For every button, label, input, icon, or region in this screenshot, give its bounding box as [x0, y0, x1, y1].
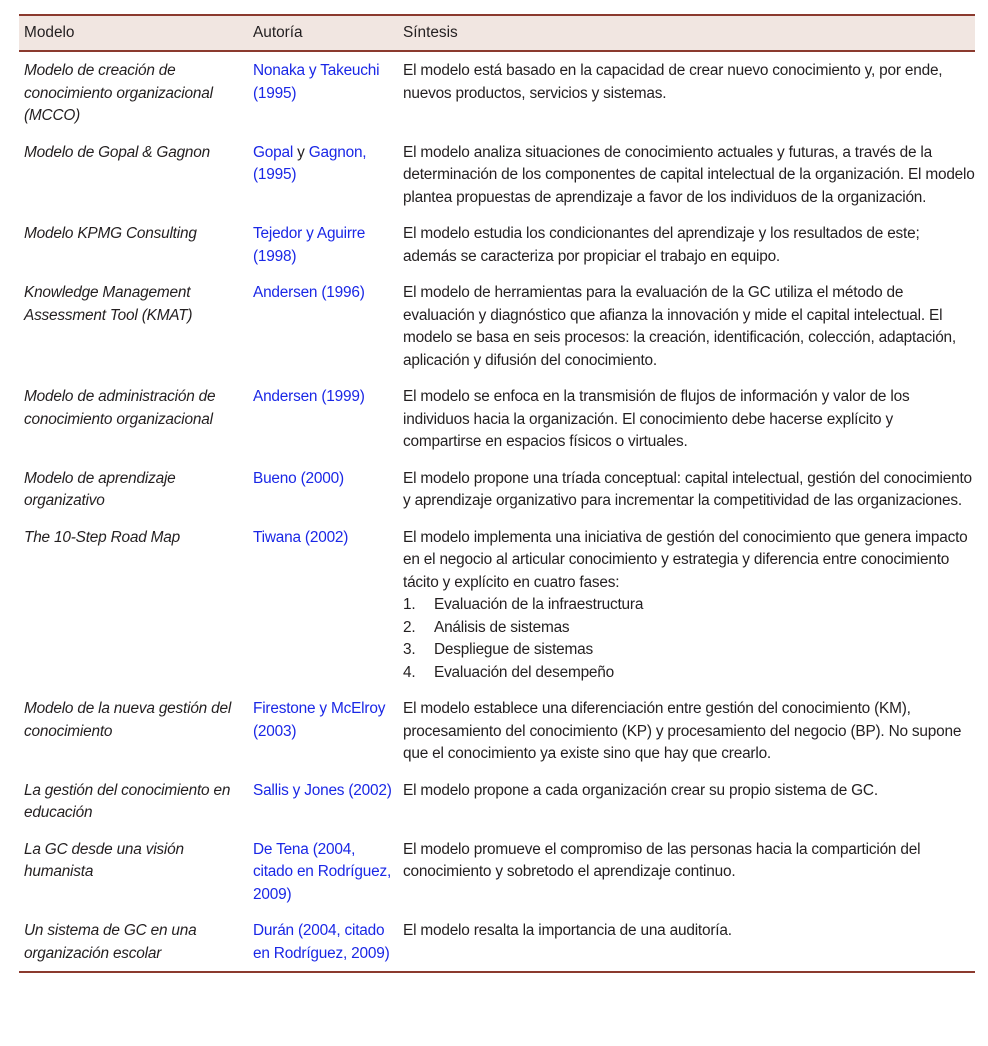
author-link[interactable]: Gopal — [253, 143, 294, 161]
table-row — [19, 378, 975, 460]
phase-item — [403, 617, 975, 640]
synthesis-cell: El modelo propone a cada organización crear su propio sistema de GC. — [403, 781, 878, 799]
phase-item — [403, 639, 975, 662]
author-year[interactable]: (1995) — [253, 166, 297, 183]
model-cell: Modelo de administración de conocimiento organizacional — [24, 388, 216, 428]
synthesis-text: El modelo implementa una iniciativa de gestión del conocimiento que genera impacto en el negocio al articular conocimiento y estrategia y diferencia entre conocimiento tácito y explícito en cuatro fases: — [403, 528, 968, 591]
table-row — [19, 519, 975, 691]
synthesis-cell — [398, 519, 975, 691]
table-row — [19, 460, 975, 519]
phases-list — [403, 594, 975, 684]
table-row — [19, 134, 975, 216]
synthesis-cell: El modelo promueve el compromiso de las personas hacia la compartición del conocimiento y sobretodo el aprendizaje continuo. — [403, 840, 921, 880]
table-row — [19, 772, 975, 831]
knowledge-management-models-table-container — [19, 14, 975, 973]
phase-text: Análisis de sistemas — [434, 618, 570, 636]
author-cell — [248, 134, 398, 216]
model-cell: La gestión del conocimiento en educación — [24, 781, 231, 821]
phase-number: 2. — [403, 618, 416, 636]
model-cell: Un sistema de GC en una organización escolar — [24, 922, 197, 962]
author-conjunction: y — [293, 143, 309, 161]
phase-item — [403, 594, 975, 617]
header-row — [19, 15, 975, 51]
author-link[interactable]: Nonaka y Takeuchi (1995) — [253, 62, 380, 102]
author-link[interactable]: Durán (2004, citado en Rodríguez, 2009) — [253, 922, 390, 962]
synthesis-cell: El modelo se enfoca en la transmisión de flujos de información y valor de los individuos hacia la organización. El conocimiento debe hacerse explícito y compartirse en espacios físicos o virtuales. — [403, 388, 910, 450]
author-link[interactable]: Tiwana (2002) — [253, 528, 349, 546]
knowledge-management-models-table — [19, 14, 975, 973]
table-row — [19, 51, 975, 134]
synthesis-cell: El modelo estudia los condicionantes del aprendizaje y los resultados de este; además se caracteriza por propiciar el trabajo en equipo. — [403, 225, 920, 265]
phase-text: Despliegue de sistemas — [434, 641, 593, 658]
phase-item — [403, 662, 975, 685]
model-cell: La GC desde una visión humanista — [24, 840, 184, 880]
table-row — [19, 690, 975, 772]
model-cell: Modelo de la nueva gestión del conocimiento — [24, 700, 232, 740]
model-cell: Modelo de creación de conocimiento organizacional (MCCO) — [24, 62, 213, 124]
phase-number: 4. — [403, 663, 416, 681]
header-author: Autoría — [253, 23, 303, 41]
model-cell: Modelo de Gopal & Gagnon — [24, 143, 211, 161]
table-row — [19, 274, 975, 378]
table-row — [19, 831, 975, 913]
author-link[interactable]: Firestone y McElroy (2003) — [253, 700, 386, 740]
synthesis-cell: El modelo de herramientas para la evaluación de la GC utiliza el método de evaluación y diagnóstico que afianza la innovación y mide el capital intelectual. El modelo se basa en seis procesos: la creación, identificación, colección, adaptación, aplicación y difusión del conocimiento. — [403, 284, 956, 369]
table-row — [19, 912, 975, 972]
header-model: Modelo — [24, 23, 75, 41]
header-synthesis: Síntesis — [403, 23, 458, 41]
model-cell: The 10-Step Road Map — [24, 528, 180, 546]
phase-number: 1. — [403, 596, 416, 613]
table-header — [19, 15, 975, 51]
synthesis-cell: El modelo analiza situaciones de conocimiento actuales y futuras, a través de la determinación de los componentes de capital intelectual de la organización. El modelo plantea propuestas de aprendizaje a favor de los individuos de la organización. — [403, 143, 975, 206]
phase-text: Evaluación de la infraestructura — [434, 596, 644, 613]
synthesis-cell: El modelo establece una diferenciación entre gestión del conocimiento (KM), procesamiento del conocimiento (KP) y procesamiento del negocio (BP). No supone que el conocimiento ya existe sino que hay que crearlo. — [403, 700, 962, 762]
synthesis-cell: El modelo propone una tríada conceptual: capital intelectual, gestión del conocimiento y aprendizaje organizativo para incrementar la competitividad de las organizaciones. — [403, 469, 972, 509]
synthesis-cell: El modelo resalta la importancia de una auditoría. — [403, 922, 732, 939]
model-cell: Modelo de aprendizaje organizativo — [24, 469, 176, 509]
phase-text: Evaluación del desempeño — [434, 663, 615, 681]
author-link[interactable]: Andersen (1996) — [253, 284, 365, 301]
table-body — [19, 51, 975, 972]
phase-number: 3. — [403, 641, 416, 658]
synthesis-cell: El modelo está basado en la capacidad de crear nuevo conocimiento y, por ende, nuevos productos, servicios y sistemas. — [403, 62, 943, 102]
author-link[interactable]: Bueno (2000) — [253, 469, 344, 487]
author-link[interactable]: Sallis y Jones (2002) — [253, 781, 392, 799]
author-link[interactable]: Gagnon, — [308, 143, 367, 161]
table-row — [19, 215, 975, 274]
model-cell: Knowledge Management Assessment Tool (KMAT) — [24, 284, 193, 324]
author-link[interactable]: Tejedor y Aguirre (1998) — [253, 225, 366, 265]
model-cell: Modelo KPMG Consulting — [24, 225, 197, 242]
author-link[interactable]: Andersen (1999) — [253, 388, 365, 405]
author-link[interactable]: De Tena (2004, citado en Rodríguez, 2009) — [253, 840, 392, 903]
